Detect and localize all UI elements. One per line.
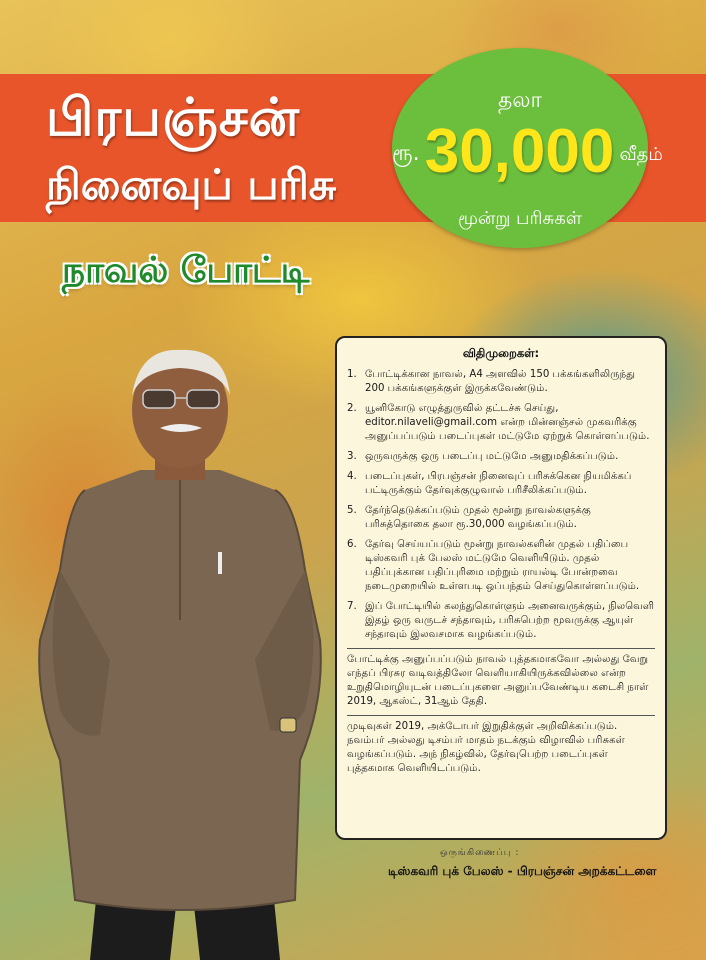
organizer-name: டிஸ்கவரி புக் பேலஸ் - பிரபஞ்சன் அறக்கட்டளை — [388, 864, 657, 878]
rule-text: படைப்புகள், பிரபஞ்சன் நினைவுப் பரிசுக்கென நியமிக்கப் பட்டிருக்கும் தேர்வுக்குழுவால் பரிசீலிக்கப்படும். — [365, 471, 632, 496]
deadline-note: போட்டிக்கு அனுப்பப்படும் நாவல் புத்தகமாகவோ அல்லது வேறு எந்தப் பிரசுர வடிவத்திலோ வெளியாகியிருக்கவில்லை என்ற உறுதிமொழியுடன் படைப்புகளை அனுப்பவேண்டிய கடைசி நாள் 2019, ஆகஸ்ட், 31ஆம் தேதி. — [347, 654, 649, 707]
rule-item — [347, 470, 655, 498]
title-line2: நினைவுப் பரிசு — [46, 160, 337, 209]
rule-item — [347, 600, 655, 642]
rule-text: இப் போட்டியில் கலந்துகொள்ளும் அனைவருக்கும், நிலவெளி இதழ் ஒரு வருடச் சந்தாவும், பரிசுபெற்ற மூவருக்கு ஆயுள் சந்தாவும் இலவசமாக வழங்கப்படும். — [365, 601, 655, 640]
divider — [347, 715, 655, 716]
rules-box — [335, 336, 667, 840]
prize-veetham: வீதம் — [619, 144, 663, 165]
prize-rs: ரூ. — [392, 141, 420, 166]
prize-amount: 30,000 — [424, 117, 615, 186]
title-line1: பிரபஞ்சன் — [46, 88, 301, 148]
divider — [347, 648, 655, 649]
prize-badge — [392, 48, 663, 248]
rule-text: தேர்ந்தெடுக்கப்படும் முதல் மூன்று நாவல்களுக்கு பரிசுத்தொகை தலா ரூ.30,000 வழங்கப்படும். — [365, 505, 591, 530]
rule-item — [347, 368, 655, 396]
rule-number: 5. — [347, 505, 357, 516]
rule-number: 1. — [347, 369, 357, 380]
organizer-label: ஒருங்கிணைப்பு : — [440, 848, 520, 858]
rule-number: 7. — [347, 601, 357, 612]
rule-number: 4. — [347, 471, 357, 482]
rule-number: 6. — [347, 539, 357, 550]
rule-item — [347, 402, 655, 444]
rule-item — [347, 450, 655, 464]
portrait-image — [30, 340, 330, 960]
rule-text: போட்டிக்கான நாவல், A4 அளவில் 150 பக்கங்களிலிருந்து 200 பக்கங்களுக்குள் இருக்கவேண்டும். — [365, 369, 636, 394]
rule-text: யூனிகோடு எழுத்துருவில் தட்டச்சு செய்து, editor.nilaveli@gmail.com என்ற மின்னஞ்சல் முகவரிக்கு அனுப்பப்படும் படைப்புகள் மட்டுமே ஏற்றுக் கொள்ளப்படும். — [365, 403, 650, 442]
prize-amount-row — [392, 116, 663, 187]
prize-count: மூன்று பரிசுகள் — [457, 208, 582, 229]
rule-number: 2. — [347, 403, 357, 414]
rule-number: 3. — [347, 451, 357, 462]
prize-tala: தலா — [497, 88, 543, 113]
results-note: முடிவுகள் 2019, அக்டோபர் இறுதிக்குள் அறிவிக்கப்படும். நவம்பர் அல்லது டிசம்பர் மாதம் நடக்கும் விழாவில் பரிசுகள் வழங்கப்படும். அந் நிகழ்வில், தேர்வுபெற்ற படைப்புகள் புத்தகமாக வெளியிடப்படும். — [347, 721, 625, 774]
rule-text: ஒருவருக்கு ஒரு படைப்பு மட்டுமே அனுமதிக்கப்படும். — [365, 451, 619, 462]
rule-item — [347, 538, 655, 594]
rule-item — [347, 504, 655, 532]
rules-heading: விதிமுறைகள்: — [462, 346, 540, 360]
rule-text: தேர்வு செய்யப்படும் மூன்று நாவல்களின் முதல் பதிப்பை டிஸ்கவரி புக் பேலஸ் மட்டுமே வெளியிடும். முதல் பதிப்புக்கான பதிப்புரிமை மற்றும் ராயல்டி போன்றவை நடைமுறையில் உள்ளபடி ஒப்பந்தம் செய்துகொள்ளப்படும். — [365, 539, 640, 592]
subtitle: நாவல் போட்டி — [62, 250, 310, 291]
